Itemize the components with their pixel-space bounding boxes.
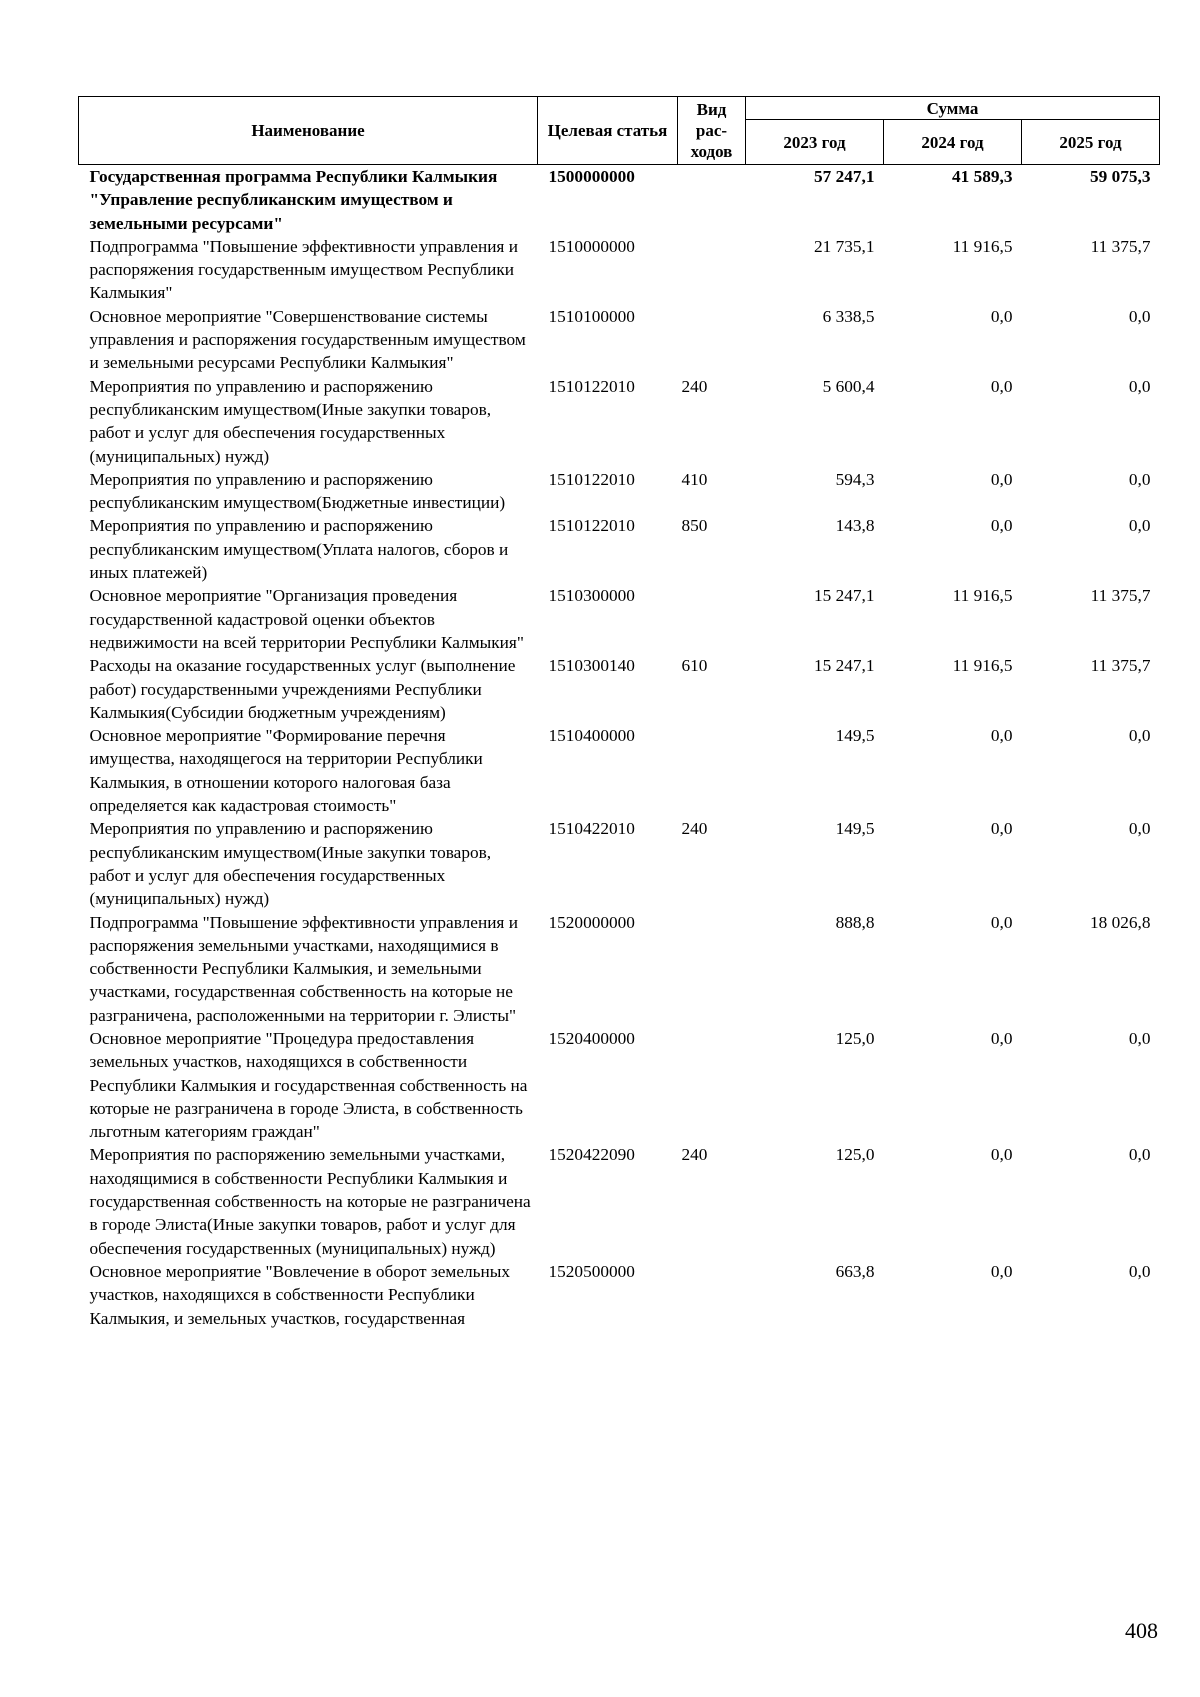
table-row <box>79 375 1160 468</box>
row-name: Подпрограмма "Повышение эффективности управления и распоряжения государственным имуществом Республики Калмыкия" <box>89 236 518 303</box>
row-name: Основное мероприятие "Совершенствование системы управления и распоряжения государственным имуществом и земельными ресурсами Республики Калмыкия" <box>89 306 526 373</box>
table-row <box>79 911 1160 1027</box>
row-amount-2023: 149,5 <box>835 726 875 746</box>
row-code: 1520422090 <box>548 1145 635 1165</box>
row-amount-2024: 0,0 <box>990 1261 1013 1281</box>
row-name: Основное мероприятие "Процедура предоставления земельных участков, находящихся в собственности Республики Калмыкия и государственная собственность на которые не разграничена в городе Элиста, в собственность льготным категориям граждан" <box>89 1028 528 1142</box>
row-amount-2024: 0,0 <box>990 469 1013 489</box>
row-amount-2025: 0,0 <box>1128 306 1151 326</box>
row-amount-2024: 0,0 <box>990 1145 1013 1165</box>
row-code: 1510122010 <box>548 516 635 536</box>
document-page <box>78 96 1159 1330</box>
row-name: Мероприятия по управлению и распоряжению республиканским имуществом(Бюджетные инвестиции) <box>89 469 506 513</box>
row-code: 1520400000 <box>548 1028 635 1048</box>
header-code: Целевая статья <box>538 97 678 165</box>
table-row <box>79 1143 1160 1259</box>
table-row <box>79 724 1160 817</box>
row-amount-2023: 143,8 <box>835 516 875 536</box>
row-code: 1520000000 <box>548 912 635 932</box>
row-amount-2023: 21 735,1 <box>814 236 875 256</box>
row-name: Мероприятия по распоряжению земельными участками, находящимися в собственности Республики Калмыкия и государственная собственность на которые не разграничена в городе Элиста(Иные закупки товаров, работ и услуг для обеспечения государственных (муниципальных) нужд) <box>89 1145 531 1258</box>
row-amount-2024: 11 916,5 <box>952 236 1013 256</box>
row-amount-2023: 888,8 <box>835 912 875 932</box>
row-expense-type <box>678 911 746 1027</box>
table-row <box>79 817 1160 910</box>
row-amount-2024: 0,0 <box>990 306 1013 326</box>
row-code: 1510300000 <box>548 586 635 606</box>
row-amount-2023: 125,0 <box>835 1145 875 1165</box>
row-amount-2024: 11 916,5 <box>952 586 1013 606</box>
row-amount-2025: 11 375,7 <box>1090 656 1151 676</box>
row-amount-2024: 0,0 <box>990 1028 1013 1048</box>
page-number: 408 <box>1125 1618 1158 1643</box>
row-expense-type <box>678 305 746 375</box>
row-expense-type: 410 <box>681 469 708 489</box>
table-row <box>79 654 1160 724</box>
row-name: Мероприятия по управлению и распоряжению республиканским имуществом(Уплата налогов, сборов и иных платежей) <box>89 516 509 583</box>
header-sum: Сумма <box>746 97 1160 120</box>
row-expense-type <box>678 1260 746 1330</box>
row-name: Мероприятия по управлению и распоряжению республиканским имуществом(Иные закупки товаров, работ и услуг для обеспечения государственных (муниципальных) нужд) <box>89 819 492 909</box>
table-row <box>79 514 1160 584</box>
table-row <box>79 1260 1160 1330</box>
row-amount-2023: 594,3 <box>835 469 875 489</box>
table-row <box>79 305 1160 375</box>
row-amount-2023: 125,0 <box>835 1028 875 1048</box>
row-code: 1510422010 <box>548 819 635 839</box>
budget-table <box>78 96 1160 1330</box>
table-row <box>79 165 1160 235</box>
row-name: Подпрограмма "Повышение эффективности управления и распоряжения земельными участками, находящимися в собственности Республики Калмыкия, и земельными участками, государственная собственность на которые не разграничена, расположенными на территории г. Элисты" <box>89 912 518 1025</box>
row-amount-2025: 0,0 <box>1128 1028 1151 1048</box>
row-code: 1510100000 <box>548 306 635 326</box>
row-expense-type <box>678 165 746 235</box>
row-code: 1510000000 <box>548 236 635 256</box>
row-amount-2024: 0,0 <box>990 376 1013 396</box>
header-type: Вид рас-ходов <box>678 97 746 165</box>
row-code: 1510122010 <box>548 376 635 396</box>
row-amount-2023: 663,8 <box>835 1261 875 1281</box>
row-expense-type <box>678 1027 746 1143</box>
row-expense-type <box>678 235 746 305</box>
row-expense-type <box>678 584 746 654</box>
table-header <box>79 97 1160 165</box>
row-amount-2025: 0,0 <box>1128 376 1151 396</box>
header-year-2025: 2025 год <box>1022 120 1160 165</box>
row-amount-2023: 6 338,5 <box>822 306 875 326</box>
row-amount-2024: 41 589,3 <box>952 167 1013 186</box>
row-amount-2023: 15 247,1 <box>814 656 875 676</box>
row-amount-2025: 0,0 <box>1128 469 1151 489</box>
row-amount-2024: 0,0 <box>990 726 1013 746</box>
row-code: 1510122010 <box>548 469 635 489</box>
row-amount-2024: 11 916,5 <box>952 656 1013 676</box>
row-expense-type: 240 <box>681 1145 708 1165</box>
row-amount-2025: 0,0 <box>1128 819 1151 839</box>
row-name: Основное мероприятие "Формирование перечня имущества, находящегося на территории Республики Калмыкия, в отношении которого налоговая база определяется как кадастровая стоимость" <box>89 726 483 816</box>
table-body <box>79 165 1160 1330</box>
row-amount-2023: 149,5 <box>835 819 875 839</box>
row-code: 1520500000 <box>548 1261 635 1281</box>
row-code: 1510400000 <box>548 726 635 746</box>
row-amount-2024: 0,0 <box>990 516 1013 536</box>
row-code: 1500000000 <box>548 167 635 186</box>
row-expense-type <box>678 724 746 817</box>
row-amount-2025: 0,0 <box>1128 1145 1151 1165</box>
row-amount-2023: 5 600,4 <box>822 376 875 396</box>
row-amount-2025: 18 026,8 <box>1090 912 1151 932</box>
row-expense-type: 610 <box>681 656 708 676</box>
row-amount-2023: 15 247,1 <box>814 586 875 606</box>
row-name: Мероприятия по управлению и распоряжению республиканским имуществом(Иные закупки товаров, работ и услуг для обеспечения государственных (муниципальных) нужд) <box>89 376 492 466</box>
header-year-2023: 2023 год <box>746 120 884 165</box>
table-row <box>79 584 1160 654</box>
row-expense-type: 850 <box>681 516 708 536</box>
row-amount-2024: 0,0 <box>990 819 1013 839</box>
table-row <box>79 235 1160 305</box>
row-name: Расходы на оказание государственных услуг (выполнение работ) государственными учреждениями Республики Калмыкия(Субсидии бюджетным учреждениям) <box>89 656 516 722</box>
row-amount-2023: 57 247,1 <box>814 167 875 186</box>
row-name: Государственная программа Республики Калмыкия "Управление республиканским имуществом и земельными ресурсами" <box>89 167 498 233</box>
row-name: Основное мероприятие "Вовлечение в оборот земельных участков, находящихся в собственности Республики Калмыкия, и земельных участков, государственная <box>89 1261 511 1328</box>
header-year-2024: 2024 год <box>884 120 1022 165</box>
row-amount-2025: 0,0 <box>1128 516 1151 536</box>
row-amount-2025: 11 375,7 <box>1090 586 1151 606</box>
row-amount-2025: 59 075,3 <box>1090 167 1151 186</box>
row-amount-2025: 0,0 <box>1128 1261 1151 1281</box>
table-row <box>79 1027 1160 1143</box>
row-expense-type: 240 <box>681 819 708 839</box>
header-name: Наименование <box>79 97 538 165</box>
row-expense-type: 240 <box>681 376 708 396</box>
table-row <box>79 468 1160 515</box>
row-amount-2025: 11 375,7 <box>1090 236 1151 256</box>
row-name: Основное мероприятие "Организация проведения государственной кадастровой оценки объектов недвижимости на всей территории Республики Калмыкия" <box>89 586 524 652</box>
row-amount-2024: 0,0 <box>990 912 1013 932</box>
row-amount-2025: 0,0 <box>1128 726 1151 746</box>
row-code: 1510300140 <box>548 656 635 676</box>
